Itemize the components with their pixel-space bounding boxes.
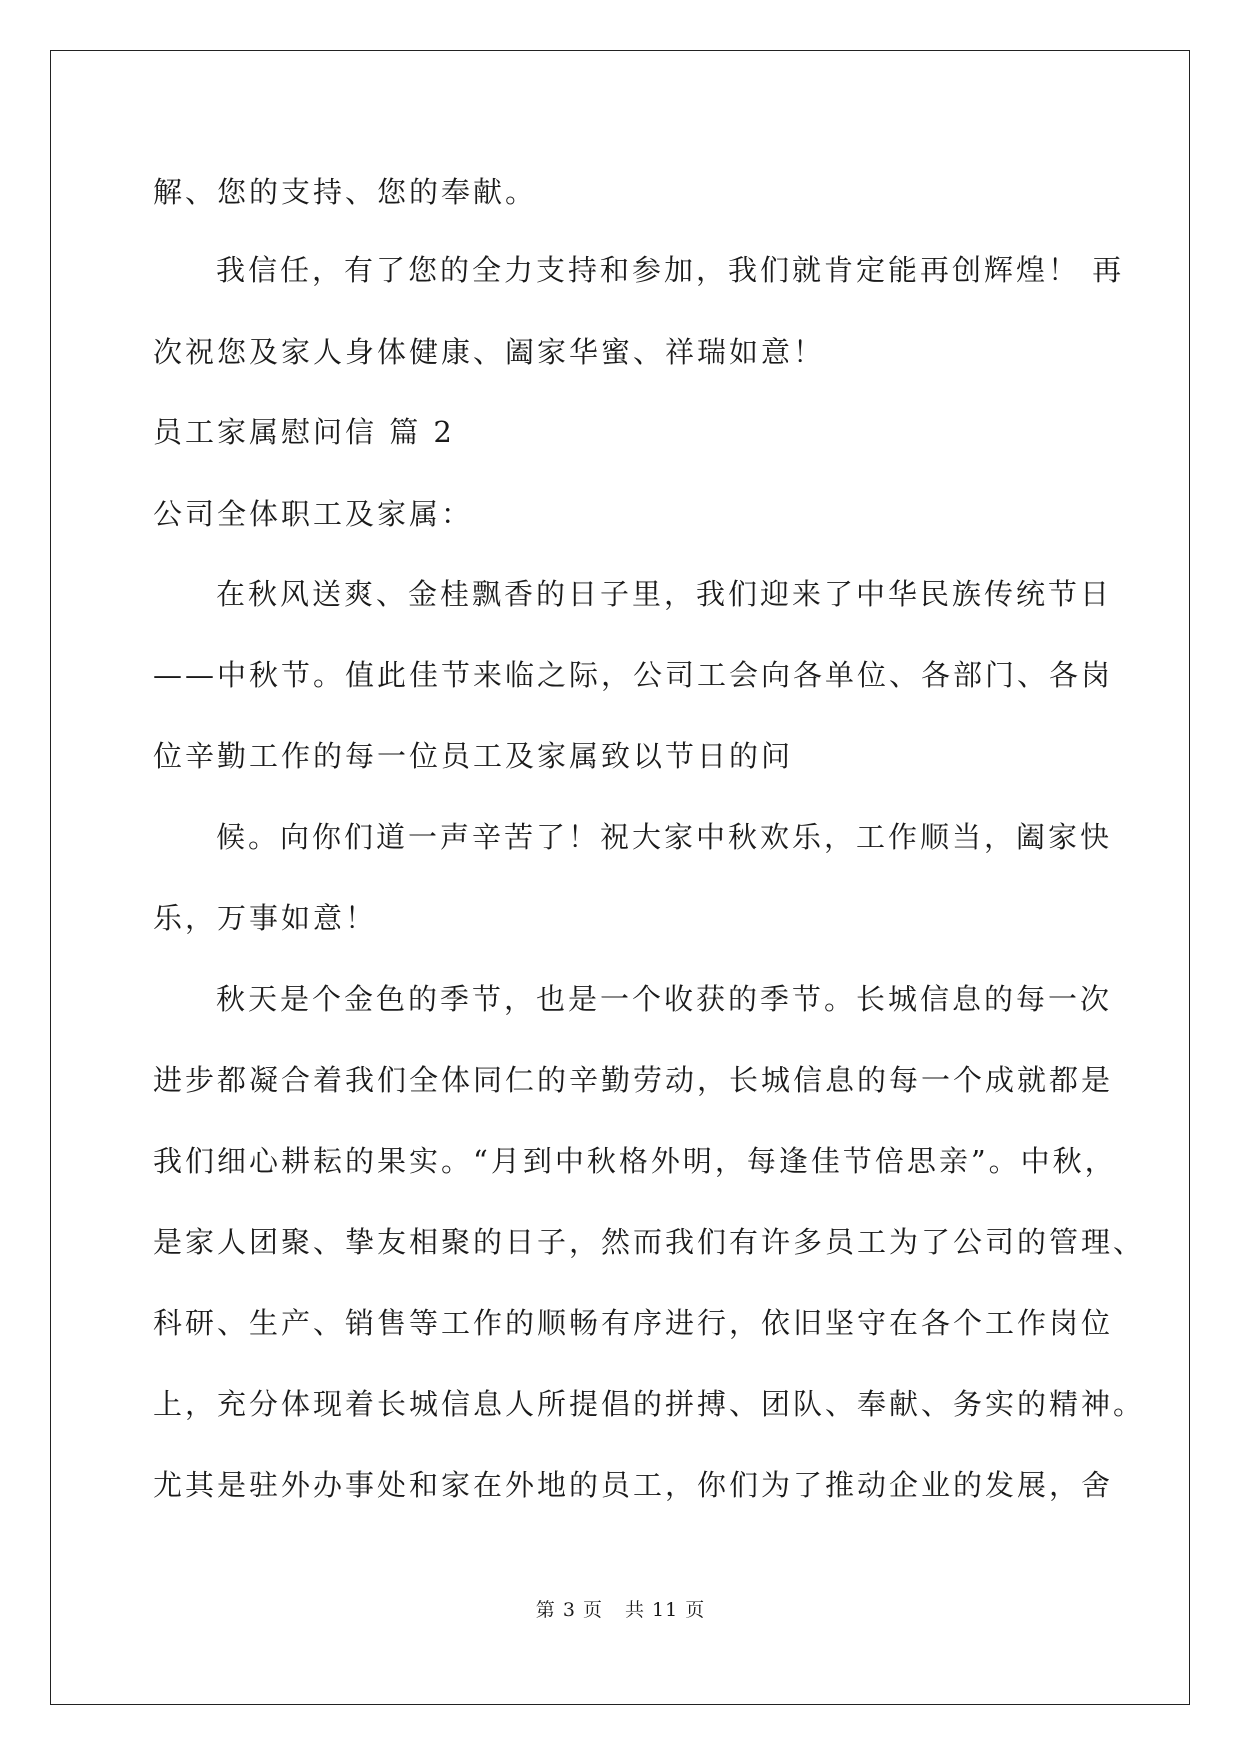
body-text-line: 我们细心耕耘的果实。“月到中秋格外明，每逢佳节倍思亲”。中秋，	[153, 1144, 1117, 1178]
page-border	[50, 50, 1190, 1705]
body-text-line: 尤其是驻外办事处和家在外地的员工，你们为了推动企业的发展，舍	[153, 1468, 1114, 1502]
body-text-line: 科研、生产、销售等工作的顺畅有序进行，依旧坚守在各个工作岗位	[153, 1306, 1114, 1340]
body-text-line: 候。向你们道一声辛苦了！祝大家中秋欢乐，工作顺当，阖家快	[216, 820, 1113, 854]
body-text-line: 位辛勤工作的每一位员工及家属致以节日的问	[153, 739, 794, 773]
body-text-line: 进步都凝合着我们全体同仁的辛勤劳动，长城信息的每一个成就都是	[153, 1063, 1114, 1097]
body-text-line: 秋天是个金色的季节，也是一个收获的季节。长城信息的每一次	[216, 982, 1113, 1016]
body-text-line: 解、您的支持、您的奉献。	[153, 175, 538, 209]
body-text-line: 上，充分体现着长城信息人所提倡的拼搏、团队、奉献、务实的精神。	[153, 1387, 1146, 1421]
body-text-line: 我信任，有了您的全力支持和参加，我们就肯定能再创辉煌！ 再	[216, 253, 1125, 287]
page-footer	[0, 1598, 1241, 1622]
body-text-line: 在秋风送爽、金桂飘香的日子里，我们迎来了中华民族传统节日	[216, 577, 1113, 611]
body-text-line: 次祝您及家人身体健康、阖家华蜜、祥瑞如意！	[153, 335, 826, 369]
page-number-total: 共 11 页	[624, 1599, 706, 1621]
body-text-line: ——中秋节。值此佳节来临之际，公司工会向各单位、各部门、各岗	[153, 658, 1114, 692]
body-text-line: 乐，万事如意！	[153, 901, 378, 935]
section-heading: 员工家属慰问信 篇 2	[153, 415, 455, 449]
body-text-line: 是家人团聚、挚友相聚的日子，然而我们有许多员工为了公司的管理、	[153, 1225, 1146, 1259]
salutation: 公司全体职工及家属：	[153, 497, 474, 531]
page-number-current: 第 3 页	[535, 1599, 603, 1621]
